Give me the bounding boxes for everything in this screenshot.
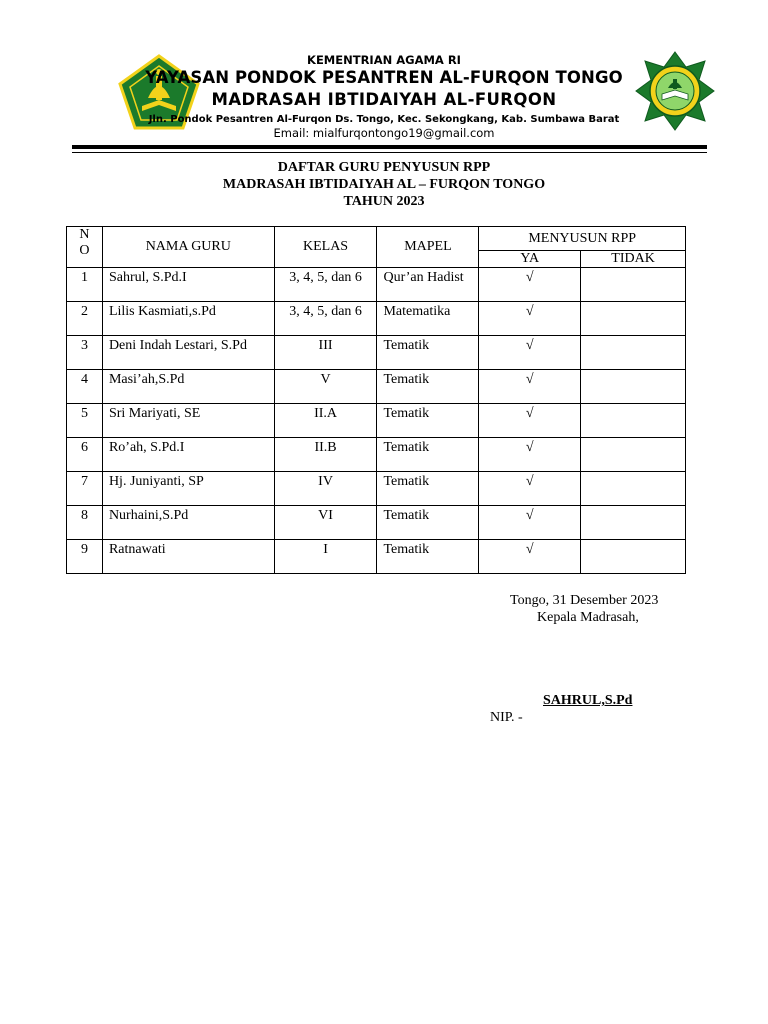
cell-kelas: II.A — [274, 404, 377, 438]
cell-nama: Sahrul, S.Pd.I — [102, 268, 274, 302]
table-row — [67, 336, 686, 370]
letterhead-divider-thick — [72, 145, 707, 149]
cell-ya: √ — [479, 336, 581, 370]
cell-mapel: Tematik — [377, 336, 479, 370]
table-row — [67, 438, 686, 472]
cell-nama: Hj. Juniyanti, SP — [102, 472, 274, 506]
cell-no: 3 — [67, 336, 103, 370]
cell-ya: √ — [479, 404, 581, 438]
cell-tidak — [581, 268, 686, 302]
cell-no: 5 — [67, 404, 103, 438]
letterhead-divider-thin — [72, 152, 707, 153]
cell-kelas: III — [274, 336, 377, 370]
cell-tidak — [581, 472, 686, 506]
header-ya: YA — [479, 251, 581, 268]
cell-tidak — [581, 302, 686, 336]
cell-mapel: Tematik — [377, 370, 479, 404]
cell-nama: Lilis Kasmiati,s.Pd — [102, 302, 274, 336]
cell-nama: Ro’ah, S.Pd.I — [102, 438, 274, 472]
table-row — [67, 540, 686, 574]
cell-ya: √ — [479, 268, 581, 302]
cell-mapel: Tematik — [377, 506, 479, 540]
cell-tidak — [581, 438, 686, 472]
table-row — [67, 472, 686, 506]
cell-no: 7 — [67, 472, 103, 506]
cell-no: 4 — [67, 370, 103, 404]
cell-tidak — [581, 336, 686, 370]
cell-kelas: II.B — [274, 438, 377, 472]
cell-ya: √ — [479, 438, 581, 472]
table-row — [67, 302, 686, 336]
header-nama: NAMA GURU — [102, 227, 274, 268]
letterhead — [0, 0, 768, 160]
cell-kelas: IV — [274, 472, 377, 506]
cell-tidak — [581, 404, 686, 438]
cell-kelas: 3, 4, 5, dan 6 — [274, 268, 377, 302]
ministry-name: KEMENTRIAN AGAMA RI — [307, 53, 461, 67]
cell-ya: √ — [479, 472, 581, 506]
cell-mapel: Tematik — [377, 404, 479, 438]
document-year: TAHUN 2023 — [343, 194, 425, 209]
cell-mapel: Tematik — [377, 472, 479, 506]
cell-tidak — [581, 506, 686, 540]
cell-no: 1 — [67, 268, 103, 302]
cell-mapel: Tematik — [377, 438, 479, 472]
cell-kelas: I — [274, 540, 377, 574]
signature-name: SAHRUL,S.Pd — [543, 693, 633, 708]
cell-no: 8 — [67, 506, 103, 540]
document-subtitle: MADRASAH IBTIDAIYAH AL – FURQON TONGO — [222, 177, 546, 192]
signature-role: Kepala Madrasah, — [537, 610, 639, 625]
cell-ya: √ — [479, 370, 581, 404]
cell-no: 2 — [67, 302, 103, 336]
header-mapel: MAPEL — [377, 227, 479, 268]
cell-kelas: V — [274, 370, 377, 404]
school-email: Email: mialfurqontongo19@gmail.com — [273, 126, 495, 140]
table-row — [67, 268, 686, 302]
cell-nama: Nurhaini,S.Pd — [102, 506, 274, 540]
madrasah-logo-icon — [634, 50, 716, 132]
cell-no: 9 — [67, 540, 103, 574]
header-tidak: TIDAK — [581, 251, 686, 268]
cell-mapel: Tematik — [377, 540, 479, 574]
signature-nip: NIP. - — [490, 710, 523, 725]
cell-nama: Ratnawati — [102, 540, 274, 574]
cell-mapel: Qur’an Hadist — [377, 268, 479, 302]
table-row — [67, 370, 686, 404]
cell-kelas: 3, 4, 5, dan 6 — [274, 302, 377, 336]
table-row — [67, 506, 686, 540]
school-address: Jln. Pondok Pesantren Al-Furqon Ds. Tongo, Kec. Sekongkang, Kab. Sumbawa Barat — [148, 114, 620, 125]
cell-nama: Deni Indah Lestari, S.Pd — [102, 336, 274, 370]
signature-place-date: Tongo, 31 Desember 2023 — [510, 593, 659, 608]
cell-nama: Masi’ah,S.Pd — [102, 370, 274, 404]
cell-mapel: Matematika — [377, 302, 479, 336]
cell-ya: √ — [479, 506, 581, 540]
cell-ya: √ — [479, 540, 581, 574]
cell-tidak — [581, 370, 686, 404]
document-title: DAFTAR GURU PENYUSUN RPP — [277, 160, 491, 175]
teacher-table — [66, 226, 686, 574]
cell-ya: √ — [479, 302, 581, 336]
school-name: MADRASAH IBTIDAIYAH AL-FURQON — [211, 90, 557, 109]
cell-kelas: VI — [274, 506, 377, 540]
cell-no: 6 — [67, 438, 103, 472]
cell-tidak — [581, 540, 686, 574]
table-row — [67, 404, 686, 438]
header-menyusun-rpp: MENYUSUN RPP — [479, 227, 686, 251]
header-no: N O — [67, 227, 103, 268]
foundation-name: YAYASAN PONDOK PESANTREN AL-FURQON TONGO — [145, 68, 623, 87]
cell-nama: Sri Mariyati, SE — [102, 404, 274, 438]
header-kelas: KELAS — [274, 227, 377, 268]
